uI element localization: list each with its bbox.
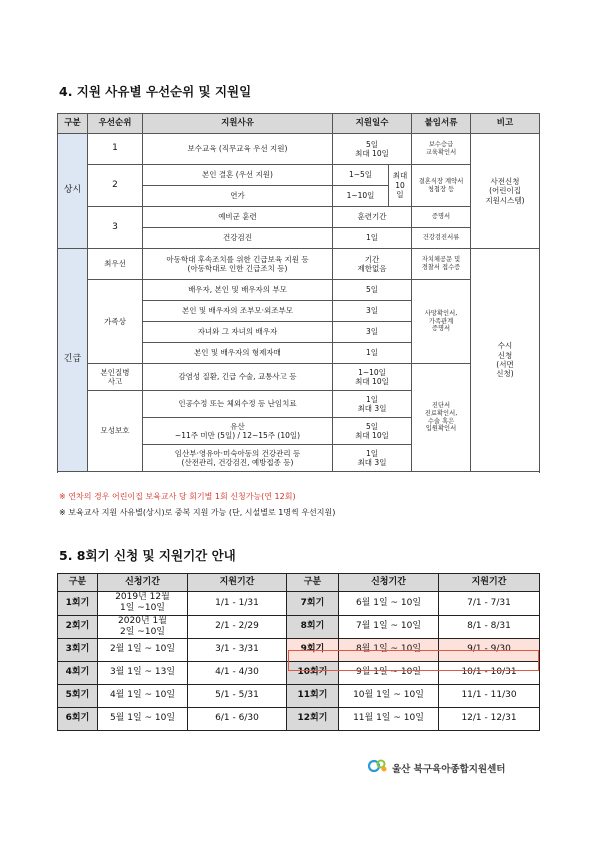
days-reserve-training: 훈련기간 bbox=[333, 207, 412, 228]
section4-title: 4. 지원 사유별 우선순위 및 지원일 bbox=[59, 84, 252, 99]
docs-wedding: 결혼식장 계약서 청첩장 등 bbox=[412, 165, 471, 207]
docs-sickness: 진단서 진료확인서, 수술 혹은 입원확인서 bbox=[412, 364, 471, 472]
header-category: 구분 bbox=[58, 114, 88, 134]
reason-maternity-3: 임산부·영유아·미숙아동의 건강관리 등 (산전관리, 건강검진, 예방접종 등) bbox=[143, 445, 333, 472]
header-remarks: 비고 bbox=[471, 114, 540, 134]
reason-family-1: 배우자, 본인 및 배우자의 부모 bbox=[143, 280, 333, 301]
round-label: 2회기 bbox=[58, 615, 98, 639]
table-row bbox=[58, 615, 540, 639]
center-logo-icon bbox=[368, 758, 388, 777]
round-label: 8회기 bbox=[287, 615, 339, 639]
apply-period: 10월 1일 ~ 10일 bbox=[339, 685, 439, 708]
apply-period: 2020년 1월 2일 ~10일 bbox=[98, 615, 188, 639]
category-emergency: 긴급 bbox=[58, 249, 88, 472]
support-period: 3/1 - 3/31 bbox=[188, 639, 287, 662]
org-name: 울산 북구육아종합지원센터 bbox=[392, 763, 506, 775]
docs-child-abuse: 자치체공문 및 경찰서 접수증 bbox=[412, 249, 471, 280]
round-label: 4회기 bbox=[58, 662, 98, 685]
docs-training: 보수승급 교육확인서 bbox=[412, 134, 471, 165]
days-sickness: 1~10일 최대 10일 bbox=[333, 364, 412, 391]
footer bbox=[368, 758, 505, 777]
apply-period-highlighted: 8월 1일 ~ 10일 bbox=[339, 639, 439, 662]
apply-period: 3월 1일 ~ 13일 bbox=[98, 662, 188, 685]
days-wedding: 1~5일 bbox=[333, 165, 389, 186]
remarks-advance-apply: 사전신청 (어린이집 지원시스템) bbox=[471, 134, 540, 249]
support-period-highlighted: 9/1 - 9/30 bbox=[439, 639, 540, 662]
table-row bbox=[58, 592, 540, 616]
support-period: 7/1 - 7/31 bbox=[439, 592, 540, 616]
apply-period: 6월 1일 ~ 10일 bbox=[339, 592, 439, 616]
reason-training: 보수교육 (직무교육 우선 지원) bbox=[143, 134, 333, 165]
header-documents: 붙임서류 bbox=[412, 114, 471, 134]
reason-maternity-2: 유산 ~11주 미만 (5일) / 12~15주 (10일) bbox=[143, 418, 333, 445]
priority-3: 3 bbox=[88, 207, 143, 249]
days-annual-leave: 1~10일 bbox=[333, 186, 389, 207]
header-round-left: 구분 bbox=[58, 574, 98, 592]
reason-sickness: 감염성 질환, 긴급 수술, 교통사고 등 bbox=[143, 364, 333, 391]
reason-reserve-training: 예비군 훈련 bbox=[143, 207, 333, 228]
reason-annual-leave: 연가 bbox=[143, 186, 333, 207]
apply-period: 2019년 12월 1일 ~10일 bbox=[98, 592, 188, 616]
reason-family-2: 본인 및 배우자의 조부모·외조부모 bbox=[143, 301, 333, 322]
days-family-1: 5일 bbox=[333, 280, 412, 301]
support-period: 10/1 - 10/31 bbox=[439, 662, 540, 685]
header-support-left: 지원기간 bbox=[188, 574, 287, 592]
round-label: 6회기 bbox=[58, 708, 98, 731]
category-regular: 상시 bbox=[58, 134, 88, 249]
round-label-highlighted: 9회기 bbox=[287, 639, 339, 662]
support-period: 6/1 - 6/30 bbox=[188, 708, 287, 731]
reason-family-4: 본인 및 배우자의 형제자매 bbox=[143, 343, 333, 364]
days-maternity-3: 1일 최대 3일 bbox=[333, 445, 412, 472]
table-row bbox=[58, 708, 540, 731]
round-label: 11회기 bbox=[287, 685, 339, 708]
header-apply-left: 신청기간 bbox=[98, 574, 188, 592]
priority-family: 가족상 bbox=[88, 280, 143, 364]
priority-2: 2 bbox=[88, 165, 143, 207]
table-row bbox=[58, 662, 540, 685]
days-child-abuse: 기간 제한없음 bbox=[333, 249, 412, 280]
docs-family: 사망확인서, 가족관계 증명서 bbox=[412, 280, 471, 364]
priority-maternity: 모성보호 bbox=[88, 391, 143, 472]
support-priority-table bbox=[57, 113, 540, 472]
priority-top: 최우선 bbox=[88, 249, 143, 280]
days-family-2: 3일 bbox=[333, 301, 412, 322]
days-maternity-2: 5일 최대 10일 bbox=[333, 418, 412, 445]
support-period: 1/1 - 1/31 bbox=[188, 592, 287, 616]
header-days: 지원일수 bbox=[333, 114, 412, 134]
support-period: 4/1 - 4/30 bbox=[188, 662, 287, 685]
days-maternity-1: 1일 최대 3일 bbox=[333, 391, 412, 418]
docs-reserve-training: 증명서 bbox=[412, 207, 471, 228]
round-label: 10회기 bbox=[287, 662, 339, 685]
header-apply-right: 신청기간 bbox=[339, 574, 439, 592]
round-label: 5회기 bbox=[58, 685, 98, 708]
apply-period: 11월 1일 ~ 10일 bbox=[339, 708, 439, 731]
round-label: 3회기 bbox=[58, 639, 98, 662]
remarks-anytime-apply: 수시 신청 (서면 신청) bbox=[471, 249, 540, 472]
round-label: 12회기 bbox=[287, 708, 339, 731]
support-period: 11/1 - 11/30 bbox=[439, 685, 540, 708]
reason-wedding: 본인 결혼 (우선 지원) bbox=[143, 165, 333, 186]
priority-sickness: 본인질병 사고 bbox=[88, 364, 143, 391]
days-training: 5일 최대 10일 bbox=[333, 134, 412, 165]
support-period: 12/1 - 12/31 bbox=[439, 708, 540, 731]
header-reason: 지원사유 bbox=[143, 114, 333, 134]
reason-maternity-1: 인공수정 또는 체외수정 등 난임치료 bbox=[143, 391, 333, 418]
round-label: 7회기 bbox=[287, 592, 339, 616]
table-row bbox=[58, 639, 540, 662]
days-family-3: 3일 bbox=[333, 322, 412, 343]
table-row bbox=[58, 685, 540, 708]
support-period: 2/1 - 2/29 bbox=[188, 615, 287, 639]
schedule-table bbox=[57, 573, 540, 731]
days-max-10: 최대 10 일 bbox=[389, 165, 412, 207]
apply-period: 2월 1일 ~ 10일 bbox=[98, 639, 188, 662]
reason-child-abuse: 아동학대 후속조치를 위한 긴급보육 지원 등 (아동학대로 인한 긴급조치 등) bbox=[143, 249, 333, 280]
header-priority: 우선순위 bbox=[88, 114, 143, 134]
note-duplicate-support: ※ 보육교사 지원 사유별(상시)로 중복 지원 가능 (단, 시설별로 1명씩 우선지원) bbox=[59, 508, 336, 517]
days-family-4: 1일 bbox=[333, 343, 412, 364]
note-annual-leave: ※ 연차의 경우 어린이집 보육교사 당 회기별 1회 신청가능(연 12회) bbox=[59, 492, 296, 501]
section5-title: 5. 8회기 신청 및 지원기간 안내 bbox=[59, 548, 236, 563]
apply-period: 4월 1일 ~ 10일 bbox=[98, 685, 188, 708]
round-label: 1회기 bbox=[58, 592, 98, 616]
support-period: 5/1 - 5/31 bbox=[188, 685, 287, 708]
apply-period: 9월 1일 ~ 10일 bbox=[339, 662, 439, 685]
reason-health-check: 건강검진 bbox=[143, 228, 333, 249]
header-round-right: 구분 bbox=[287, 574, 339, 592]
days-health-check: 1일 bbox=[333, 228, 412, 249]
support-period: 8/1 - 8/31 bbox=[439, 615, 540, 639]
apply-period: 7월 1일 ~ 10일 bbox=[339, 615, 439, 639]
docs-health-check: 건강검진서류 bbox=[412, 228, 471, 249]
apply-period: 5월 1일 ~ 10일 bbox=[98, 708, 188, 731]
priority-1: 1 bbox=[88, 134, 143, 165]
header-support-right: 지원기간 bbox=[439, 574, 540, 592]
reason-family-3: 자녀와 그 자녀의 배우자 bbox=[143, 322, 333, 343]
